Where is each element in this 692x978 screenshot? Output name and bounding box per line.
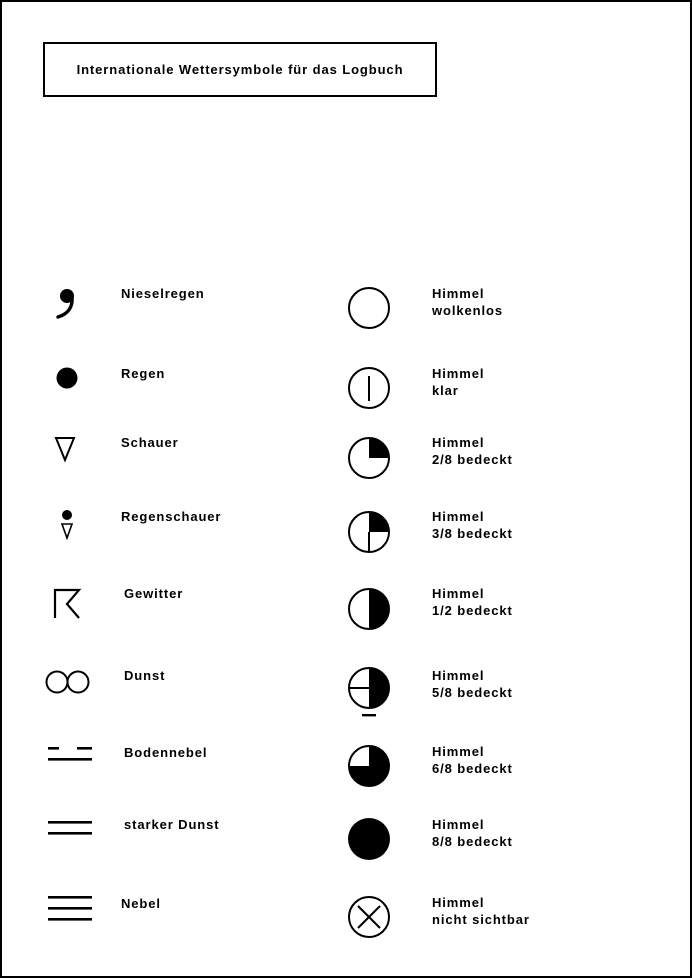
- label-himmel-2-8: Himmel 2/8 bedeckt: [432, 435, 513, 467]
- label-nieselregen: Nieselregen: [121, 286, 205, 301]
- sky-6-8-covered-icon: [347, 744, 391, 788]
- haze-infinity-icon: [45, 669, 91, 695]
- rain-dot-icon: [55, 367, 79, 389]
- label-nebel: Nebel: [121, 896, 161, 911]
- shower-triangle-icon: [54, 436, 78, 462]
- label-schauer: Schauer: [121, 435, 179, 450]
- sky-overcast-icon: [347, 817, 391, 861]
- sky-clear-icon: [347, 366, 391, 410]
- label-himmel-8-8: Himmel 8/8 bedeckt: [432, 817, 513, 849]
- thunderstorm-icon: [52, 587, 86, 621]
- page-title: Internationale Wettersymbole für das Logbuch: [43, 42, 437, 97]
- label-himmel-klar: Himmel klar: [432, 366, 485, 398]
- label-starker-dunst: starker Dunst: [124, 817, 220, 832]
- label-bodennebel: Bodennebel: [124, 745, 208, 760]
- drizzle-comma-icon: [52, 286, 82, 320]
- sky-cloudless-icon: [347, 286, 391, 330]
- label-himmel-nicht-sichtbar: Himmel nicht sichtbar: [432, 895, 530, 927]
- sky-3-8-covered-icon: [347, 510, 391, 554]
- label-himmel-1-2: Himmel 1/2 bedeckt: [432, 586, 513, 618]
- fog-icon: [46, 894, 94, 924]
- label-gewitter: Gewitter: [124, 586, 184, 601]
- sky-half-covered-icon: [347, 587, 391, 631]
- label-dunst: Dunst: [124, 668, 166, 683]
- sky-2-8-covered-icon: [347, 436, 391, 480]
- label-himmel-6-8: Himmel 6/8 bedeckt: [432, 744, 513, 776]
- label-regenschauer: Regenschauer: [121, 509, 222, 524]
- sky-5-8-covered-icon: [347, 666, 391, 720]
- rain-shower-icon: [59, 509, 75, 541]
- label-himmel-5-8: Himmel 5/8 bedeckt: [432, 668, 513, 700]
- sky-obscured-icon: [347, 895, 391, 939]
- label-himmel-wolkenlos: Himmel wolkenlos: [432, 286, 503, 318]
- label-regen: Regen: [121, 366, 166, 381]
- heavy-haze-icon: [46, 818, 94, 838]
- label-himmel-3-8: Himmel 3/8 bedeckt: [432, 509, 513, 541]
- ground-fog-icon: [46, 744, 94, 764]
